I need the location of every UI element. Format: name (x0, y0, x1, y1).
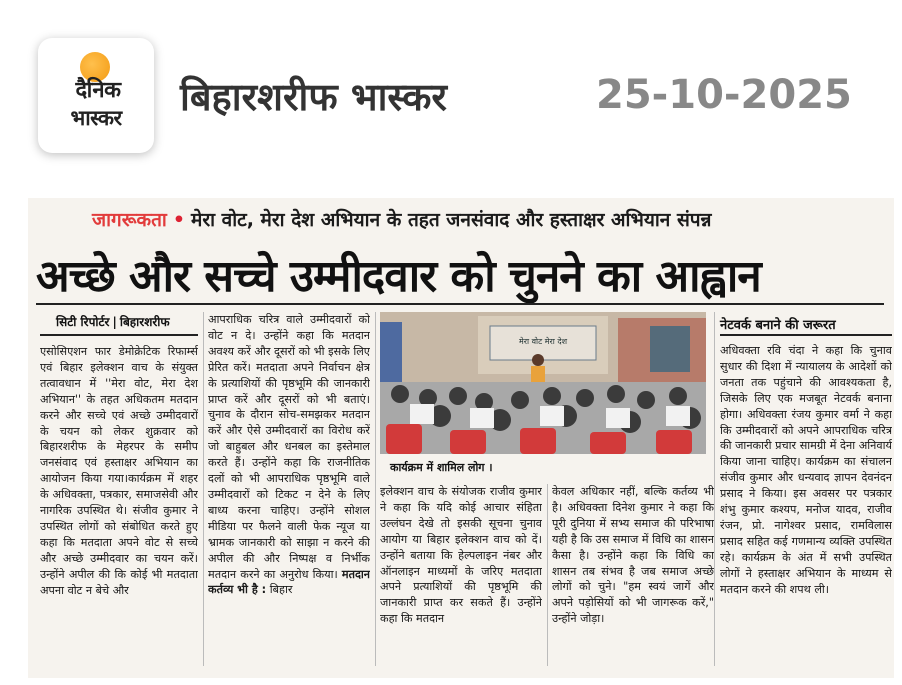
article-text: एसोसिएशन फार डेमोक्रेटिक रिफार्म्स एवं बिहार इलेक्शन वाच के संयुक्त तत्वावधान में ''मेरा वोट, मेरा देश अभियान'' के तहत अधिकतम मतदान करने और सच्चे एवं अच्छे उम्मीदवारों के चयन को लेकर शुक्रवार को बिहारशरीफ के मेहरपर के समीप जनसंवाद एवं हस्ताक्षर अभियान का आयोजन किया गया।कार्यक्रम में शहर के अधिवक्ता, पत्रकार, समाजसेवी और नागरिक उपस्थित थे। संजीव कुमार ने उपस्थित लोगों को संबोधित करते हुए कहा कि मतदाता अपने वोट से सच्चे और अच्छे उम्मीदवार का चयन करें। उन्होंने अपील की कि कोई भी मतदाता अपना वोट न बेचे और (40, 345, 198, 597)
photo-caption: कार्यक्रम में शामिल लोग । (390, 461, 493, 474)
article-column-3 (380, 484, 542, 666)
byline (56, 313, 170, 330)
column-divider (375, 312, 376, 666)
kicker-tag: जागरूकता (92, 209, 167, 231)
banner-text: मेरा वोट मेरा देश (518, 337, 568, 346)
logo-text-line1: दैनिक (75, 78, 121, 103)
subhead: नेटवर्क बनाने की जरूरत (720, 318, 836, 333)
article-column-1 (40, 344, 198, 666)
article-column-4 (552, 484, 714, 666)
article-text: केवल अधिकार नहीं, बल्कि कर्तव्य भी है। अधिवक्ता दिनेश कुमार ने कहा कि पूरी दुनिया में सभ्य समाज की परिभाषा यही है कि उस समाज में विधि का शासन कैसा है। उन्होंने कहा कि विधि का शासन तब संभव है जब समाज अच्छे लोगों को चुने। "हम स्वयं जागें और अपने पड़ोसियों को भी जागरूक करें," उन्होंने जोड़ा। (552, 485, 714, 626)
byline-separator: | (112, 315, 117, 329)
kicker-text: मेरा वोट, मेरा देश अभियान के तहत जनसंवाद और हस्ताक्षर अभियान संपन्न (190, 209, 712, 231)
edition-title: बिहारशरीफ भास्कर (180, 75, 447, 119)
byline-place: बिहारशरीफ (119, 315, 170, 329)
logo-text-line2: भास्कर (70, 106, 122, 130)
article-text-tail: बिहार (269, 583, 293, 597)
kicker (92, 206, 711, 232)
edition-date: 25-10-2025 (596, 72, 852, 118)
article-column-5 (720, 343, 892, 666)
byline-divider (40, 334, 198, 336)
headline-divider (36, 303, 884, 305)
column-divider (714, 312, 715, 666)
headline: अच्छे और सच्चे उम्मीदवार को चुनने का आह्वान (36, 251, 761, 302)
subhead-inline: मतदान कर्तव्य भी है : (208, 567, 370, 597)
article-text-body: आपराधिक चरित्र वाले उम्मीदवारों को वोट न दे। उन्होंने कहा कि मतदान अवश्य करें और दूसरों को भी इसके लिए प्रेरित करें। मतदाता अपने निर्वाचन क्षेत्र के प्रत्याशियों की पृष्ठभूमि की जानकारी प्राप्त करें और दूसरों को भी बताएं। चुनाव के दौरान सोच-समझकर मतदान करें और ऐसे उम्मीदवारों का विरोध करें जो बाहुबल और धनबल का इस्तेमाल करते हैं। उन्होंने कहा कि राजनीतिक दलों को भी आपराधिक पृष्ठभूमि वाले उम्मीदवारों को टिकट न देने के लिए बाध्य करना चाहिए। उन्होंने सोशल मीडिया पर फैलने वाली फेक न्यूज या भ्रामक जानकारी को साझा न करने की अपील की और निष्पक्ष व निर्भीक मतदान करने का अनुरोध किया। (208, 313, 370, 581)
masthead (0, 0, 902, 175)
article-text: अधिवक्ता रवि चंदा ने कहा कि चुनाव सुधार की दिशा में न्यायालय के आदेशों को जनता तक पहुंचाने की आवश्यकता है, जिसके लिए एक मजबूत नेटवर्क बनाना होगा। अधिवक्ता रंजय कुमार वर्मा ने कहा कि उम्मीदवारों को अपने आपराधिक चरित्र की जानकारी प्रचार सामग्री में देना अनिवार्य किया जाना चाहिए। कार्यक्रम का संचालन संजीव कुमार और धन्यवाद ज्ञापन देवनंदन प्रसाद ने किया। इस अवसर पर पत्रकार शंभु कुमार कश्यप, मनोज यादव, राजीव रंजन, प्रो. नागेश्वर प्रसाद, रामविलास प्रसाद सहित कई गणमान्य व्यक्ति उपस्थित रहे। कार्यक्रम के अंत में सभी उपस्थित लोगों ने हस्ताक्षर अभियान के माध्यम से मतदान करने की शपथ ली। (720, 344, 892, 596)
column-divider (547, 484, 548, 666)
article-text (208, 312, 370, 598)
article-column-2 (208, 312, 370, 666)
byline-desk: सिटी रिपोर्टर (56, 315, 110, 329)
subhead-divider (720, 334, 892, 336)
bullet-icon: • (172, 209, 185, 231)
event-photo (380, 312, 706, 454)
article-text: इलेक्शन वाच के संयोजक राजीव कुमार ने कहा कि यदि कोई आचार संहिता उल्लंघन देखे तो इसकी सूचना चुनाव आयोग या बिहार इलेक्शन वाच को दें। उन्होंने बताया कि हेल्पलाइन नंबर और ऑनलाइन माध्यमों के जरिए मतदाता अपने प्रत्याशियों की पृष्ठभूमि की जानकारी प्राप्त कर सकते हैं। उन्होंने कहा कि मतदान (380, 485, 542, 626)
event-photo-illustration (380, 312, 706, 454)
column-divider (203, 312, 204, 666)
